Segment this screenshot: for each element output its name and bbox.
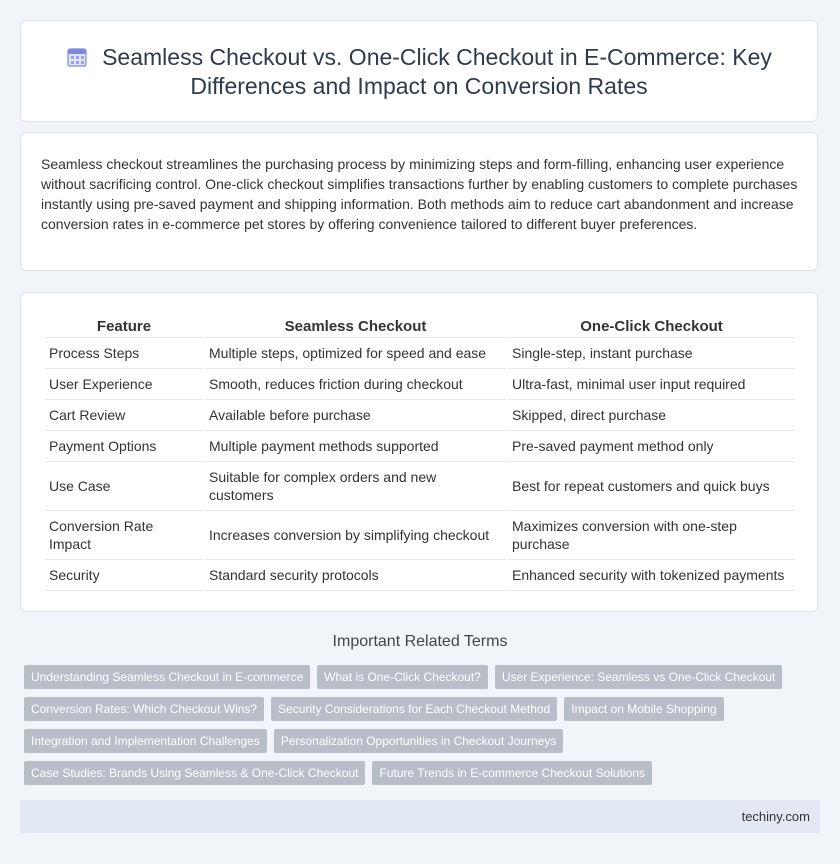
page-title: [21, 43, 817, 101]
table-row: [45, 560, 795, 591]
intro-paragraph: Seamless checkout streamlines the purchasing process by minimizing steps and form-filling, enhancing user experience without sacrificing control. One-click checkout simplifies transactions further by enabling customers to complete purchases instantly using pre-saved payment and shipping information. Both methods aim to reduce cart abandonment and increase conversion rates in e-commerce pet stores by offering convenience tailored to different buyer preferences.: [41, 156, 798, 232]
table-cell: Use Case: [45, 462, 203, 511]
table-cell: Smooth, reduces friction during checkout: [205, 369, 506, 400]
related-term-tag[interactable]: Personalization Opportunities in Checkout Journeys: [274, 729, 563, 753]
related-term-tag[interactable]: Case Studies: Brands Using Seamless & One-Click Checkout: [24, 761, 365, 785]
table-cell: Best for repeat customers and quick buys: [508, 462, 795, 511]
table-cell: Multiple payment methods supported: [205, 431, 506, 462]
tag-row: [24, 697, 814, 721]
table-cell: Ultra-fast, minimal user input required: [508, 369, 795, 400]
table-cell: Multiple steps, optimized for speed and ease: [205, 338, 506, 369]
table-cell: Skipped, direct purchase: [508, 400, 795, 431]
related-term-tag[interactable]: Conversion Rates: Which Checkout Wins?: [24, 697, 264, 721]
related-term-tag[interactable]: Security Considerations for Each Checkout Method: [271, 697, 557, 721]
table-row: [45, 369, 795, 400]
comparison-card: [20, 292, 818, 612]
table-cell: Payment Options: [45, 431, 203, 462]
table-cell: User Experience: [45, 369, 203, 400]
table-cell: Cart Review: [45, 400, 203, 431]
table-row: [45, 400, 795, 431]
table-cell: Security: [45, 560, 203, 591]
table-header-row: [45, 317, 795, 338]
tag-row: [24, 761, 814, 785]
tag-row: [24, 729, 814, 753]
related-term-tag[interactable]: Understanding Seamless Checkout in E-commerce: [24, 665, 310, 689]
table-cell: Maximizes conversion with one-step purchase: [508, 511, 795, 560]
table-cell: Increases conversion by simplifying checkout: [205, 511, 506, 560]
page-title-text: Seamless Checkout vs. One-Click Checkout in E-Commerce: Key Differences and Impact on Conversion Rates: [102, 44, 772, 99]
table-cell: Suitable for complex orders and new customers: [205, 462, 506, 511]
table-row: [45, 338, 795, 369]
related-term-tag[interactable]: What is One-Click Checkout?: [317, 665, 488, 689]
table-cell: Enhanced security with tokenized payments: [508, 560, 795, 591]
related-term-tag[interactable]: User Experience: Seamless vs One-Click Checkout: [495, 665, 782, 689]
related-term-tag[interactable]: Future Trends in E-commerce Checkout Solutions: [372, 761, 651, 785]
table-cell: Process Steps: [45, 338, 203, 369]
intro-card: [20, 132, 818, 271]
related-terms-heading: Important Related Terms: [332, 633, 508, 650]
related-term-tag[interactable]: Impact on Mobile Shopping: [564, 697, 723, 721]
table-cell: Pre-saved payment method only: [508, 431, 795, 462]
table-row: [45, 462, 795, 511]
table-cell: Single-step, instant purchase: [508, 338, 795, 369]
header-seamless: Seamless Checkout: [205, 317, 506, 338]
footer-site-link[interactable]: techiny.com: [741, 809, 810, 824]
header-feature: Feature: [45, 317, 203, 338]
table-cell: Conversion Rate Impact: [45, 511, 203, 560]
footer-bar: [20, 800, 820, 833]
table-cell: Available before purchase: [205, 400, 506, 431]
calendar-icon: [66, 46, 88, 68]
related-terms-list: [24, 665, 814, 793]
comparison-table: [43, 317, 797, 591]
header-one-click: One-Click Checkout: [508, 317, 795, 338]
tag-row: [24, 665, 814, 689]
title-card: [20, 20, 818, 122]
table-row: [45, 431, 795, 462]
related-term-tag[interactable]: Integration and Implementation Challenges: [24, 729, 267, 753]
table-row: [45, 511, 795, 560]
table-cell: Standard security protocols: [205, 560, 506, 591]
